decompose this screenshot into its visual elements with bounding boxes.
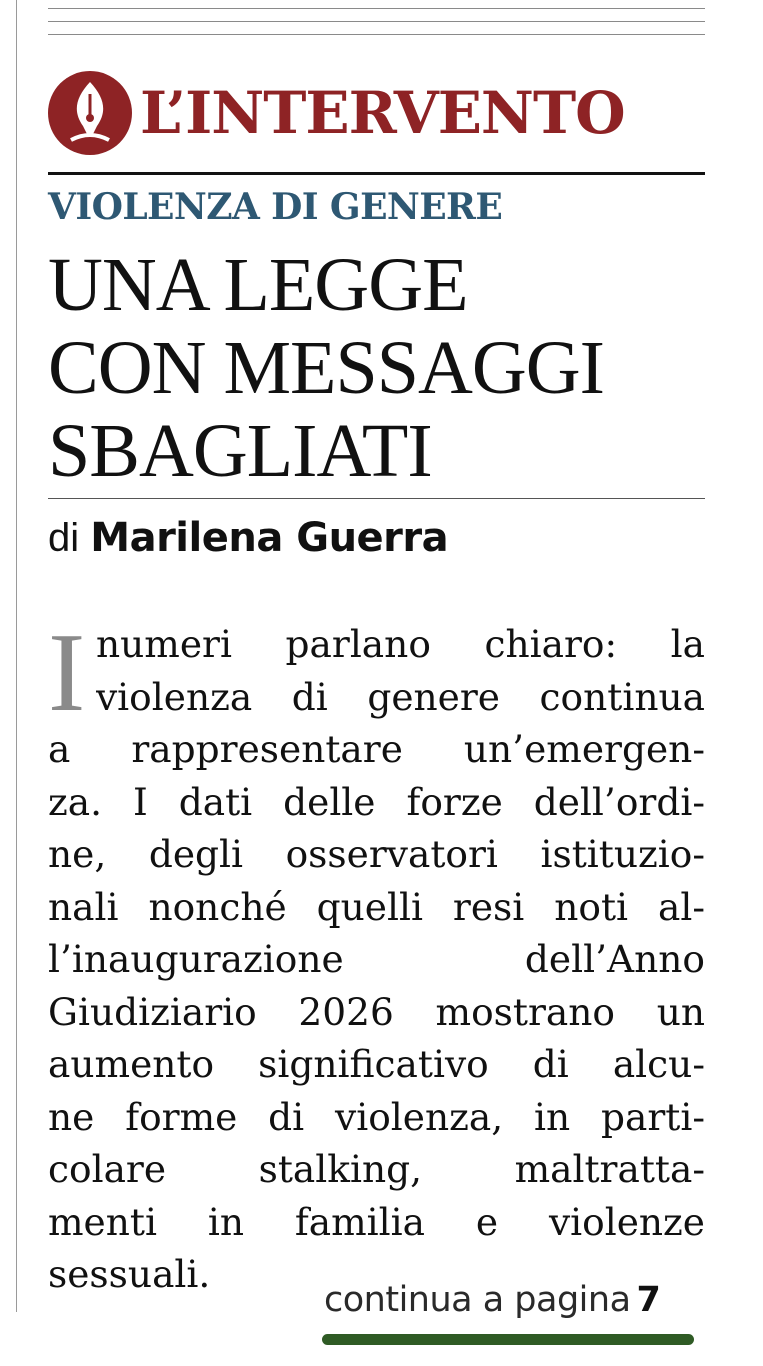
body-line: za. I dati delle forze dell’ordi- bbox=[48, 779, 705, 824]
continuation-link[interactable] bbox=[324, 1274, 660, 1326]
body-line: violenza di genere continua bbox=[96, 674, 705, 719]
byline bbox=[48, 512, 448, 564]
body-line: Giudiziario 2026 mostrano un bbox=[48, 989, 705, 1034]
continuation-page-number: 7 bbox=[636, 1280, 661, 1320]
section-kicker bbox=[48, 66, 625, 160]
body-line: ne, degli osservatori istituzio- bbox=[48, 832, 705, 876]
body-line: a rappresentare un’emergen- bbox=[48, 727, 705, 771]
kicker-divider bbox=[48, 172, 705, 175]
headline-line: UNA LEGGE bbox=[48, 243, 468, 327]
headline-line: CON MESSAGGI bbox=[48, 326, 604, 410]
author-name: Marilena Guerra bbox=[90, 515, 449, 561]
body-line: menti in familia e violenze bbox=[48, 1199, 705, 1244]
headline-line: SBAGLIATI bbox=[48, 409, 432, 493]
body-line: aumento significativo di alcu- bbox=[48, 1042, 705, 1086]
headline bbox=[48, 244, 705, 493]
article-body bbox=[48, 611, 705, 1301]
byline-prefix: di bbox=[48, 516, 80, 560]
masthead-rule bbox=[48, 8, 705, 9]
masthead-rule bbox=[48, 21, 705, 22]
masthead-rules bbox=[48, 8, 705, 47]
accent-bar bbox=[322, 1334, 694, 1345]
category-label: VIOLENZA DI GENERE bbox=[48, 186, 503, 228]
body-line: colare stalking, maltratta- bbox=[48, 1147, 705, 1191]
body-line: numeri parlano chiaro: la bbox=[96, 622, 705, 666]
headline-divider bbox=[48, 498, 705, 499]
fountain-pen-icon bbox=[48, 71, 132, 155]
left-column-rule bbox=[16, 0, 17, 1312]
body-line: ne forme di violenza, in parti- bbox=[48, 1094, 705, 1139]
drop-cap: I bbox=[48, 611, 86, 735]
continuation-text: continua a pagina bbox=[324, 1280, 631, 1320]
section-label: L’INTERVENTO bbox=[140, 79, 625, 147]
body-line: l’inaugurazione dell’Anno bbox=[48, 937, 705, 981]
masthead-rule bbox=[48, 34, 705, 35]
body-line: nali nonché quelli resi noti al- bbox=[48, 884, 705, 929]
body-line: sessuali. bbox=[48, 1252, 211, 1296]
